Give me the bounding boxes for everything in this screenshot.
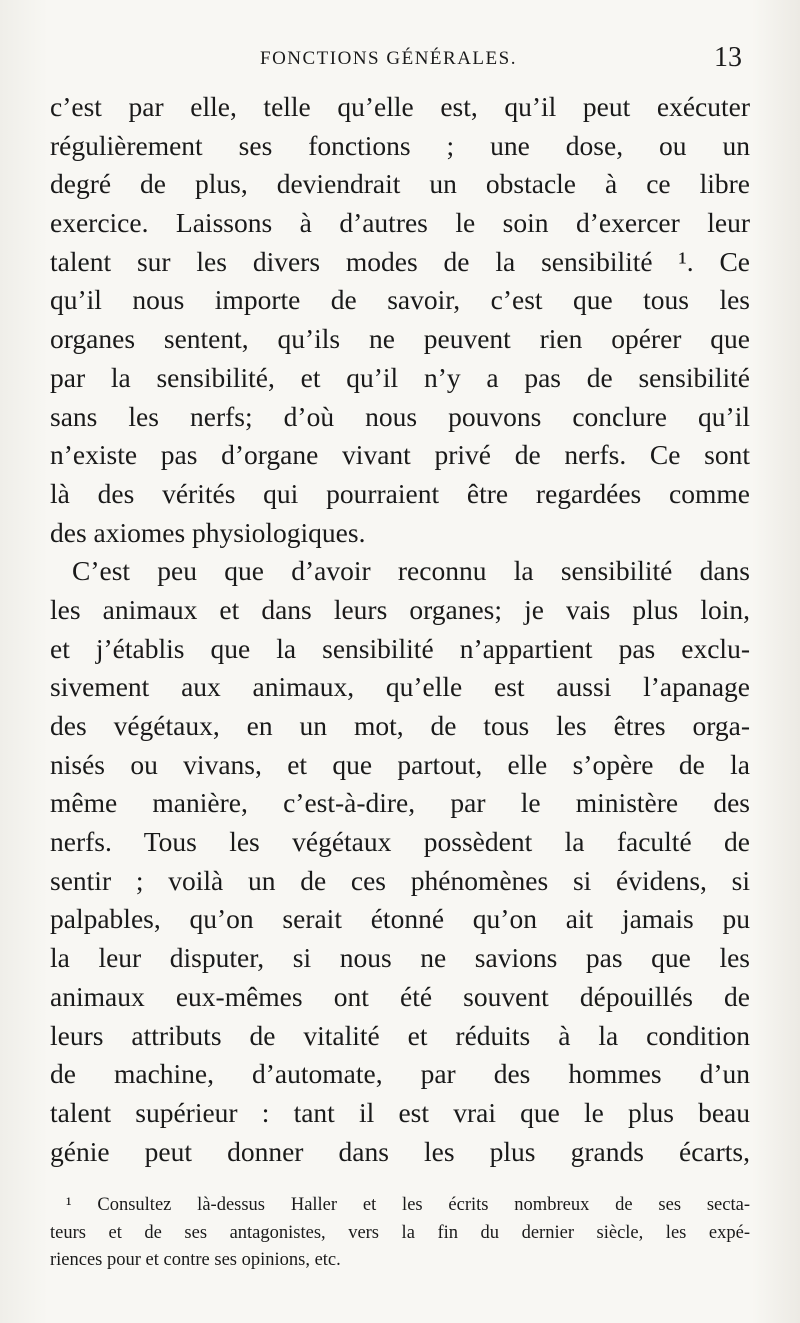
footnote xyxy=(50,1192,750,1275)
text-line: nisés ou vivans, et que partout, elle s’opère de la xyxy=(50,748,750,780)
body-text xyxy=(50,88,750,1171)
footnote-line: ¹ Consultez là-dessus Haller et les écrits nombreux de ses secta- xyxy=(66,1195,750,1215)
paragraph-end-line: des axiomes physiologiques. xyxy=(50,516,366,548)
text-line: palpables, qu’on serait étonné qu’on ait jamais pu xyxy=(50,903,750,935)
text-line: régulièrement ses fonctions ; une dose, ou un xyxy=(50,129,750,161)
text-line: sentir ; voilà un de ces phénomènes si évidens, si xyxy=(50,864,750,896)
footnote-line: teurs et de ses antagonistes, vers la fin du dernier siècle, les expé- xyxy=(50,1222,750,1243)
text-line: sivement aux animaux, qu’elle est aussi l’apanage xyxy=(50,671,750,703)
text-line: même manière, c’est-à-dire, par le ministère des xyxy=(50,787,750,819)
text-line: n’existe pas d’organe vivant privé de nerfs. Ce sont xyxy=(50,439,750,471)
text-line: c’est par elle, telle qu’elle est, qu’il peut exécuter xyxy=(50,91,750,122)
text-line: par la sensibilité, et qu’il n’y a pas de sensibilité xyxy=(50,361,750,393)
page-number: 13 xyxy=(714,42,742,73)
text-line: la leur disputer, si nous ne savions pas que les xyxy=(50,942,750,974)
text-line: génie peut donner dans les plus grands écarts, xyxy=(50,1135,750,1167)
text-line: talent supérieur : tant il est vrai que le plus beau xyxy=(50,1096,750,1128)
text-line: exercice. Laissons à d’autres le soin d’exercer leur xyxy=(50,207,750,239)
text-line: et j’établis que la sensibilité n’appartient pas exclu- xyxy=(50,632,750,664)
text-line: organes sentent, qu’ils ne peuvent rien opérer que xyxy=(50,323,750,355)
text-line: qu’il nous importe de savoir, c’est que tous les xyxy=(50,284,750,316)
text-line: leurs attributs de vitalité et réduits à la condition xyxy=(50,1019,750,1051)
text-line: degré de plus, deviendrait un obstacle à ce libre xyxy=(50,168,750,200)
text-line: les animaux et dans leurs organes; je vais plus loin, xyxy=(50,593,750,625)
text-line: des végétaux, en un mot, de tous les êtres orga- xyxy=(50,710,750,741)
text-line: de machine, d’automate, par des hommes d’un xyxy=(50,1058,750,1090)
paragraph-start-line: C’est peu que d’avoir reconnu la sensibilité dans xyxy=(72,555,750,587)
text-line: là des vérités qui pourraient être regardées comme xyxy=(50,477,750,509)
running-title: FONCTIONS GÉNÉRALES. xyxy=(260,48,517,69)
text-line: nerfs. Tous les végétaux possèdent la faculté de xyxy=(50,826,750,858)
text-line: talent sur les divers modes de la sensibilité ¹. Ce xyxy=(50,245,750,277)
footnote-line: riences pour et contre ses opinions, etc. xyxy=(50,1250,341,1270)
text-line: animaux eux-mêmes ont été souvent dépouillés de xyxy=(50,980,750,1012)
running-header xyxy=(60,44,750,80)
text-line: sans les nerfs; d’où nous pouvons conclure qu’il xyxy=(50,400,750,432)
